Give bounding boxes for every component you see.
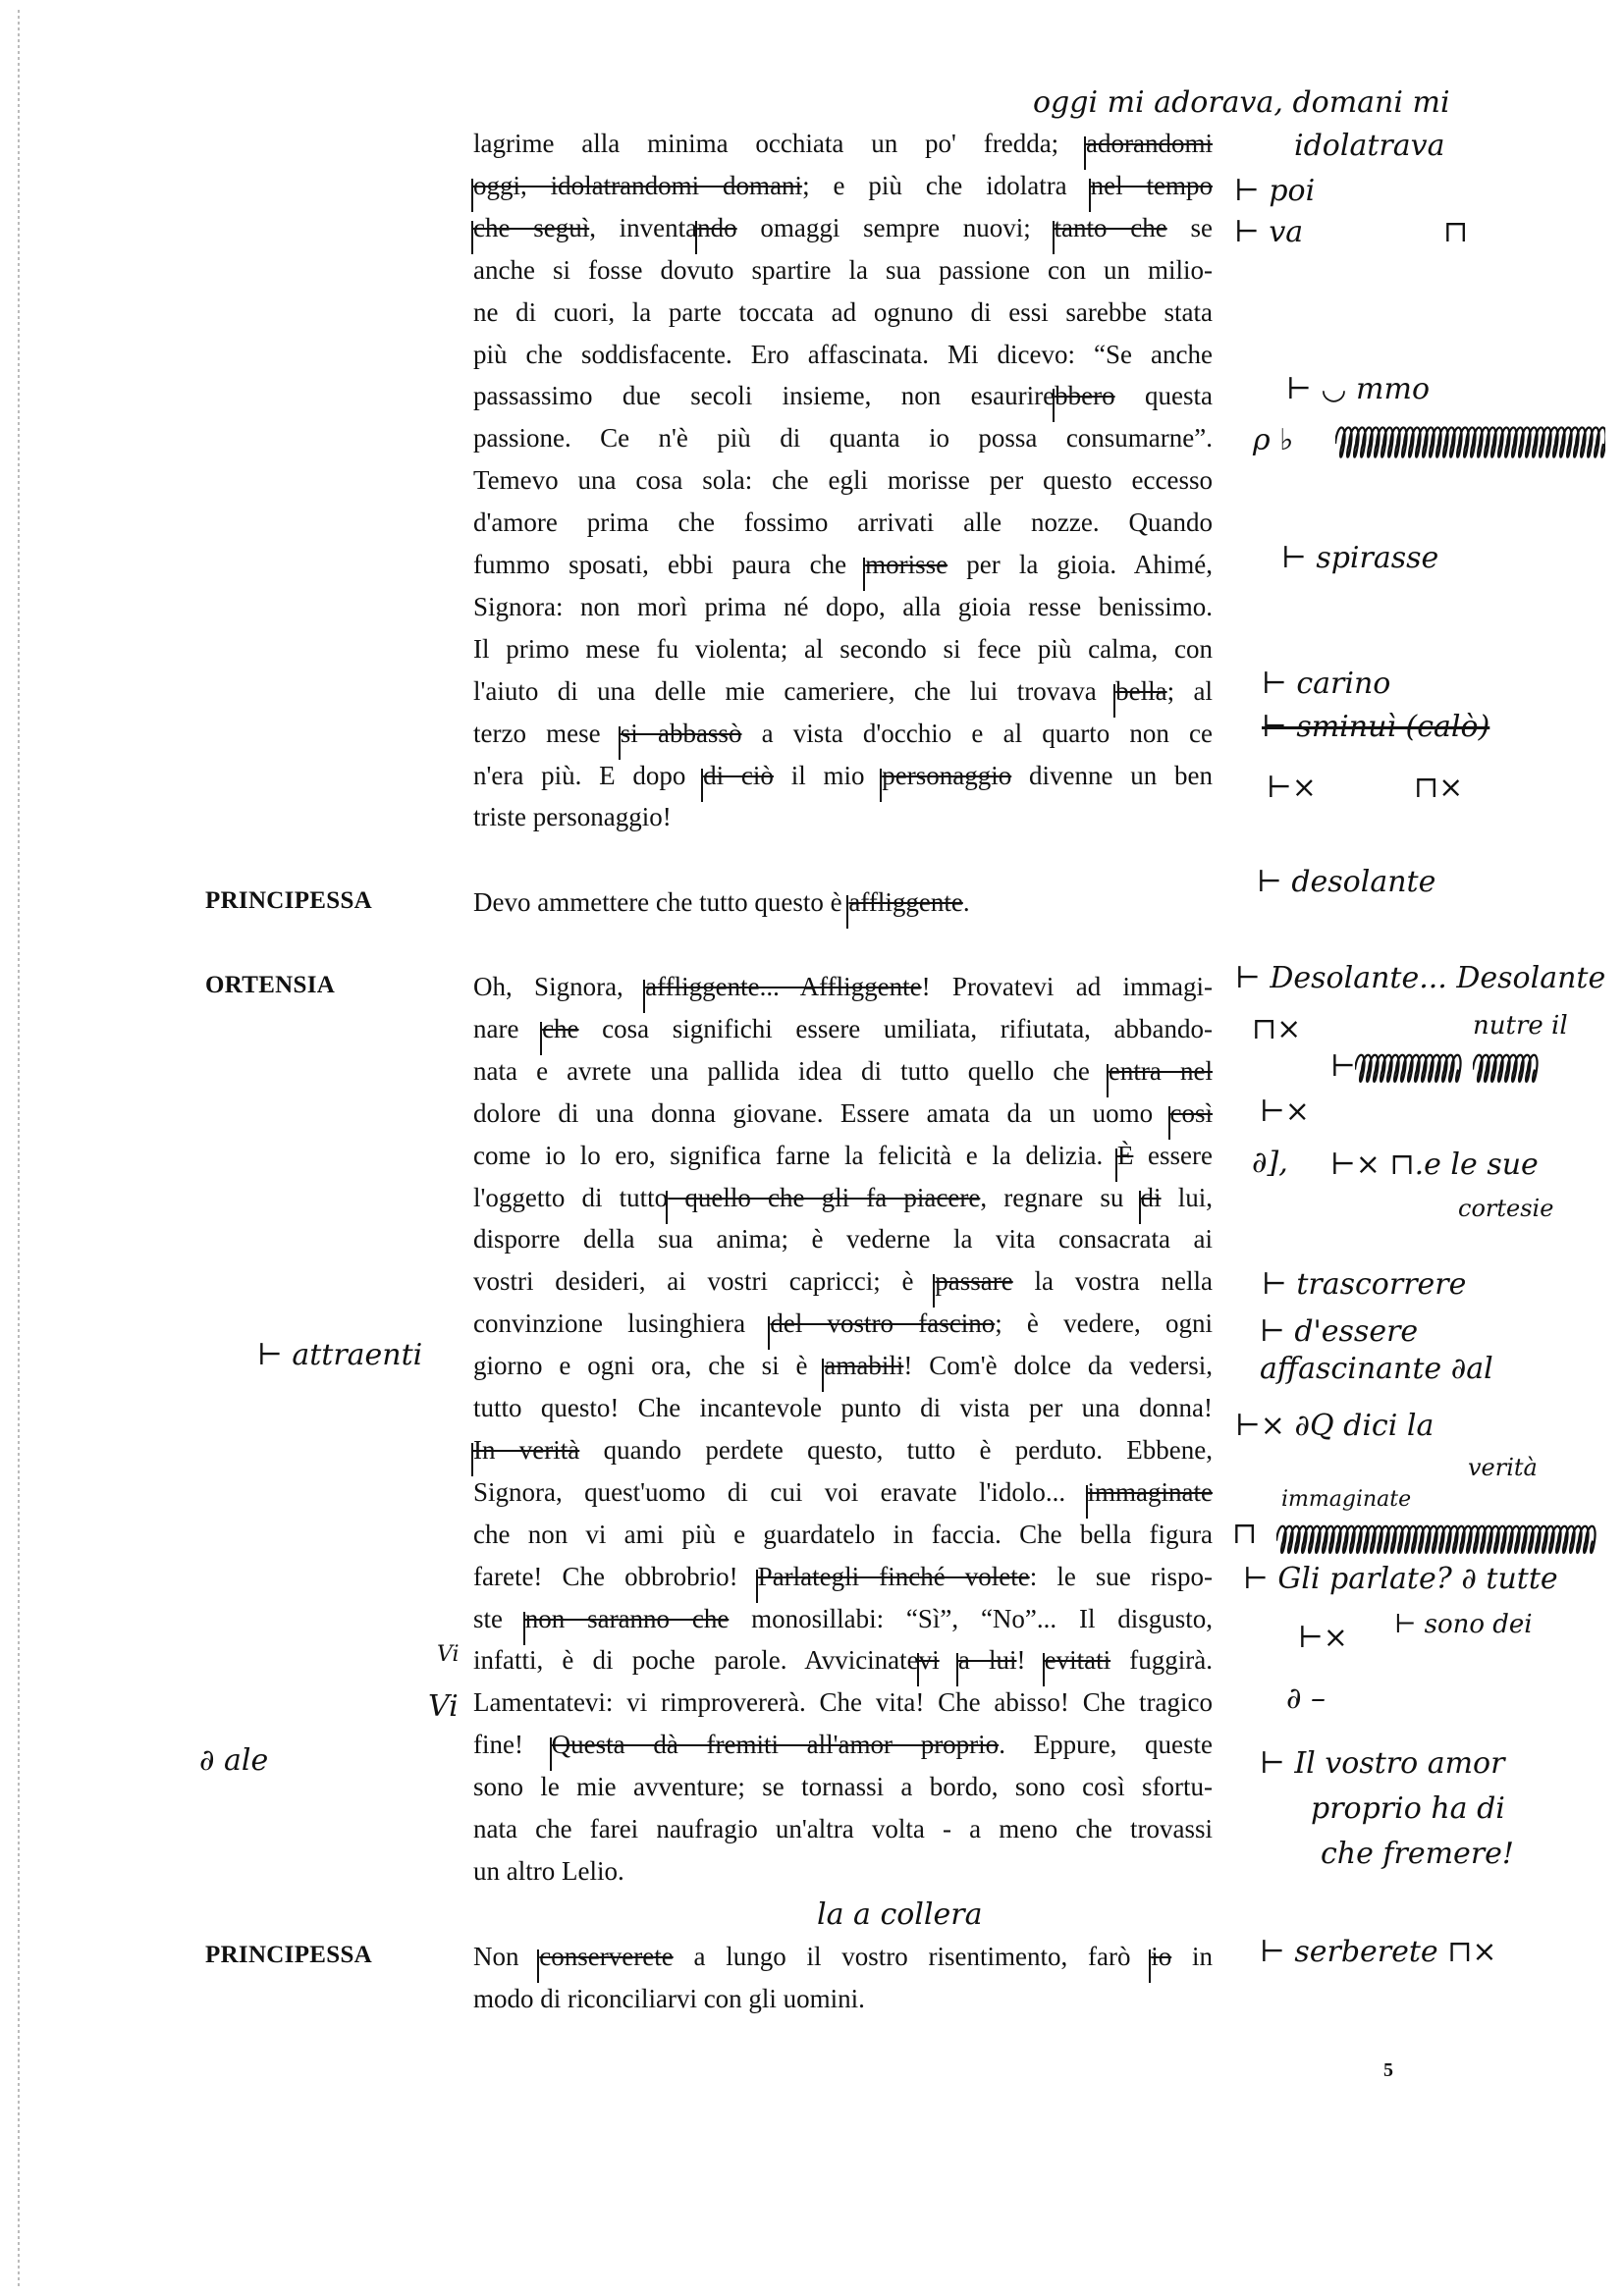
text-line — [473, 1808, 1213, 1850]
struck-text: affliggente... Affliggente — [645, 972, 922, 1001]
text-segment: se — [1166, 212, 1213, 242]
struck-text: entra nel — [1108, 1055, 1213, 1086]
text-segment: giorno e ogni ora, che si è — [473, 1351, 825, 1381]
margin-note: oggi mi adorava, domani mi — [1033, 85, 1450, 120]
margin-note: ∂ ale — [199, 1743, 269, 1778]
text-line — [473, 1135, 1213, 1177]
text-line — [473, 1978, 1213, 2020]
text-segment: ; e più che idolatra — [802, 170, 1091, 200]
margin-note: verità — [1468, 1454, 1538, 1481]
text-line — [473, 1724, 1213, 1766]
text-segment: disporre della sua anima; è vederne la vita consacrata ai — [473, 1224, 1213, 1255]
struck-text: adorandomi — [1086, 129, 1213, 158]
text-line — [473, 1093, 1213, 1135]
text-segment: ! Provatevi ad immagi- — [921, 972, 1213, 1001]
text-line — [473, 796, 1213, 838]
margin-note: idolatrava — [1294, 129, 1445, 163]
text-line — [473, 713, 1213, 755]
margin-note: immaginate — [1281, 1487, 1412, 1512]
text-line — [473, 1639, 1213, 1682]
text-segment: in — [1171, 1942, 1213, 1971]
text-segment: monosillabi: “Sì”, “No”... Il disgusto, — [729, 1603, 1214, 1633]
text-segment: nata e avrete una pallida idea di tutto quello che — [473, 1055, 1109, 1086]
margin-note: che fremere! — [1321, 1837, 1514, 1871]
text-segment: passassimo due secoli insieme, non esaurire — [473, 381, 1056, 411]
text-segment: d'amore prima che fossimo arrivati alle nozze. Quando — [473, 507, 1213, 538]
struck-text: che — [542, 1013, 579, 1043]
text-segment: dolore di una donna giovane. Essere amata da un uomo — [473, 1097, 1170, 1128]
text-segment: il mio — [773, 760, 883, 790]
text-segment: farete! Che obbrobrio! — [473, 1561, 758, 1591]
text-segment: tutto questo! Che incantevole punto di vista per una donna! — [473, 1393, 1213, 1422]
text-line — [473, 502, 1213, 544]
text-segment: , regnare su — [980, 1182, 1141, 1212]
text-line — [473, 123, 1213, 165]
speaker-label: PRINCIPESSA — [205, 1942, 372, 1968]
scribble-mark — [1473, 1048, 1542, 1084]
struck-text: ndo — [697, 212, 737, 242]
text-line — [473, 207, 1213, 249]
margin-note: ⊢ serberete ⊓× — [1260, 1935, 1497, 1969]
margin-note: ⊢ sono dei — [1394, 1610, 1533, 1639]
margin-note: ⊢ va — [1234, 215, 1304, 249]
text-line — [473, 1850, 1213, 1893]
struck-text: vi — [918, 1645, 940, 1676]
struck-text: così — [1169, 1097, 1213, 1128]
margin-note: ⊓ — [1232, 1517, 1258, 1551]
page-number: 5 — [1383, 2059, 1393, 2081]
text-segment: , inventa — [589, 212, 698, 242]
text-segment: modo di riconciliarvi con gli uomini. — [473, 1983, 865, 2013]
text-segment: essere — [1133, 1140, 1213, 1170]
text-segment: come io lo ero, significa farne la felicità e la delizia. — [473, 1140, 1117, 1170]
struck-text: di — [1140, 1182, 1162, 1212]
text-segment: questa — [1114, 381, 1213, 411]
margin-note: Vi — [437, 1642, 460, 1667]
text-line — [473, 375, 1213, 417]
text-segment: omaggi sempre nuovi; — [736, 212, 1055, 242]
text-segment: sono le mie avventure; se tornassi a bordo, sono così sfortu- — [473, 1772, 1213, 1802]
text-segment: anche si fosse dovuto spartire la sua passione con un milio- — [473, 254, 1213, 285]
text-segment: per la gioia. Ahimé, — [947, 550, 1213, 579]
text-line — [473, 1387, 1213, 1429]
text-line — [473, 1682, 1213, 1724]
text-segment: Lamentatevi: vi rimprovererà. Che vita! Che abisso! Che tragico — [473, 1687, 1213, 1718]
text-segment: . — [962, 887, 970, 917]
margin-note: ⊢ poi — [1234, 174, 1316, 208]
text-segment: più che soddisfacente. Ero affascinata. Mi dicevo: “Se anche — [473, 339, 1213, 369]
margin-note: ⊢ sminuì (calò) — [1262, 710, 1490, 744]
struck-text: In verità — [473, 1434, 580, 1465]
scribble-mark — [1335, 420, 1605, 459]
text-segment: cosa significhi essere umiliata, rifiutata, abbando- — [578, 1013, 1214, 1043]
text-segment: triste personaggio! — [473, 802, 672, 832]
margin-note: ⊢ desolante — [1257, 865, 1436, 899]
text-line — [473, 417, 1213, 459]
margin-note: ⊢ attraenti — [257, 1338, 423, 1372]
struck-text: non saranno che — [524, 1603, 730, 1633]
text-line — [473, 1303, 1213, 1345]
text-line — [473, 1177, 1213, 1219]
margin-note: ⊢ Desolante... Desolante — [1235, 961, 1606, 995]
scribble-stroke — [1276, 1526, 1596, 1553]
text-line — [473, 1598, 1213, 1640]
text-segment: . Eppure, queste — [999, 1730, 1214, 1760]
margin-note: ∂ – — [1286, 1682, 1326, 1716]
text-line — [473, 459, 1213, 502]
text-line — [473, 165, 1213, 207]
text-segment: fuggirà. — [1110, 1645, 1214, 1676]
text-line — [473, 544, 1213, 586]
margin-note: ⊓× — [1414, 771, 1464, 805]
text-segment: Signora: non morì prima né dopo, alla gioia resse benissimo. — [473, 591, 1213, 621]
margin-note: ⊢ ◡ mmo — [1286, 372, 1431, 406]
struck-text: a lui — [957, 1645, 1017, 1676]
scribble-mark — [1355, 1048, 1463, 1084]
struck-text: si abbassò — [620, 718, 742, 748]
text-segment: convinzione lusinghiera — [473, 1308, 771, 1339]
text-segment: l'oggetto di tutto — [473, 1182, 669, 1212]
margin-note: ⊢ trascorrere — [1262, 1267, 1467, 1302]
struck-text: morisse — [865, 550, 948, 579]
text-line — [473, 1471, 1213, 1514]
margin-note: ⊢× — [1260, 1095, 1310, 1129]
margin-note: ⊢ d'essere affascinante ∂al — [1260, 1314, 1493, 1386]
text-line — [473, 1050, 1213, 1093]
scribble-stroke — [1473, 1055, 1538, 1082]
scribble-mark — [1276, 1520, 1600, 1555]
text-segment: ; è vedere, ogni — [995, 1308, 1213, 1339]
text-line — [473, 1345, 1213, 1387]
struck-text: Parlategli finché volete — [757, 1561, 1030, 1591]
struck-text: conserverete — [539, 1942, 674, 1971]
struck-text: bbero — [1055, 381, 1115, 411]
text-line — [473, 292, 1213, 334]
struck-text: nel tempo — [1090, 170, 1213, 200]
struck-text: che seguì — [473, 212, 590, 242]
text-segment: ! Com'è dolce da vedersi, — [903, 1351, 1213, 1381]
speaker-label: PRINCIPESSA — [205, 887, 372, 914]
text-segment: quando perdete questo, tutto è perduto. Ebbene, — [579, 1434, 1213, 1465]
margin-note: ⊢× — [1267, 771, 1317, 805]
struck-text: di ciò — [703, 760, 774, 790]
text-segment: Il primo mese fu violenta; al secondo si fece più calma, con — [473, 633, 1213, 664]
margin-note: nutre il — [1473, 1011, 1568, 1041]
text-segment: : le sue rispo- — [1029, 1561, 1213, 1591]
text-line — [473, 628, 1213, 670]
margin-note: ⊓ — [1443, 215, 1469, 249]
struck-text: tanto che — [1054, 212, 1167, 242]
struck-text: È — [1116, 1140, 1134, 1170]
text-line — [473, 881, 1213, 924]
text-segment: vostri desideri, ai vostri capricci; è — [473, 1266, 936, 1297]
text-segment: nare — [473, 1013, 543, 1043]
text-line — [473, 1766, 1213, 1808]
binding-edge-mark — [18, 10, 20, 2287]
struck-text: oggi, idolatrandomi domani — [473, 170, 803, 200]
struck-text: amabili — [824, 1351, 904, 1381]
text-line — [473, 966, 1213, 1008]
text-segment: terzo mese — [473, 718, 621, 748]
text-line — [473, 755, 1213, 797]
text-segment: Oh, Signora, — [473, 972, 646, 1001]
struck-text: immaginate — [1087, 1476, 1213, 1507]
text-line — [473, 1008, 1213, 1050]
struck-text: evitati — [1044, 1645, 1111, 1676]
margin-note: ⊢ spirasse — [1281, 541, 1439, 575]
text-line — [473, 586, 1213, 628]
margin-note: cortesie — [1458, 1195, 1554, 1222]
text-segment: Non — [473, 1942, 540, 1971]
text-segment: passione. Ce n'è più di quanta io possa consumarne”. — [473, 423, 1213, 454]
struck-text: del vostro fascino — [770, 1308, 996, 1339]
text-line — [473, 1429, 1213, 1471]
text-segment: l'aiuto di una delle mie cameriere, che lui trovava — [473, 675, 1116, 706]
struck-text: affliggente — [848, 887, 963, 917]
margin-note: ⊢ carino — [1262, 667, 1391, 701]
text-segment: divenne un ben — [1011, 760, 1213, 790]
text-segment: ste — [473, 1603, 525, 1633]
scribble-stroke — [1355, 1055, 1461, 1082]
margin-note: ⊢× — [1298, 1621, 1348, 1655]
text-line — [473, 670, 1213, 713]
margin-note: ⊢ — [1330, 1049, 1356, 1084]
text-segment: n'era più. E dopo — [473, 760, 704, 790]
text-line — [473, 1936, 1213, 1978]
text-segment: Temevo una cosa sola: che egli morisse per questo eccesso — [473, 465, 1213, 496]
margin-note: la a collera — [817, 1897, 983, 1932]
margin-note: Vi — [428, 1689, 459, 1724]
text-segment: ! — [1016, 1645, 1045, 1676]
struck-text: personaggio — [882, 760, 1012, 790]
margin-note: ⊢× ∂Q dici la — [1235, 1409, 1435, 1443]
text-line — [473, 1556, 1213, 1598]
struck-text: bella — [1115, 675, 1167, 706]
text-segment: infatti, è di poche parole. Avvicinate — [473, 1645, 919, 1676]
text-segment: fummo sposati, ebbi paura che — [473, 550, 866, 579]
text-line — [473, 249, 1213, 292]
margin-note: ⊓× — [1252, 1012, 1302, 1046]
margin-note: ⊢ Il vostro amor — [1260, 1746, 1505, 1781]
text-segment: lui, — [1161, 1182, 1213, 1212]
text-line — [473, 1514, 1213, 1556]
margin-note: ⊢× ⊓.e le sue — [1330, 1148, 1539, 1182]
margin-note: proprio ha di — [1311, 1791, 1505, 1826]
margin-note: ⊢ Gli parlate? ∂ tutte — [1243, 1562, 1558, 1596]
margin-note: ∂], — [1252, 1146, 1288, 1180]
text-segment: la vostra nella — [1012, 1266, 1213, 1297]
text-segment: un altro Lelio. — [473, 1855, 624, 1886]
text-segment: ; al — [1166, 675, 1213, 706]
margin-note: ρ ♭ — [1253, 423, 1294, 457]
struck-text: Questa dà fremiti all'amor proprio — [551, 1730, 1000, 1760]
text-segment: ne di cuori, la parte toccata ad ognuno di essi sarebbe stata — [473, 296, 1213, 327]
text-segment: Devo ammettere che tutto questo è — [473, 887, 849, 917]
text-segment: Signora, quest'uomo di cui voi eravate l'idolo... — [473, 1476, 1088, 1507]
text-line — [473, 1218, 1213, 1260]
text-line — [473, 1260, 1213, 1303]
text-segment: a vista d'occhio e al quarto non ce — [741, 718, 1214, 748]
text-segment: fine! — [473, 1730, 552, 1760]
struck-text: passare — [935, 1266, 1013, 1297]
struck-text: io — [1151, 1942, 1172, 1971]
text-line — [473, 334, 1213, 376]
scribble-stroke — [1335, 428, 1605, 457]
text-segment: a lungo il vostro risentimento, farò — [673, 1942, 1152, 1971]
text-segment: lagrime alla minima occhiata un po' fredda; — [473, 129, 1087, 158]
text-segment: nata che farei naufragio un'altra volta - a meno che trovassi — [473, 1814, 1213, 1843]
speaker-label: ORTENSIA — [205, 972, 336, 998]
struck-text: quello che gli fa piacere — [668, 1182, 981, 1212]
text-segment: che non vi ami più e guardatelo in faccia. Che bella figura — [473, 1519, 1213, 1549]
